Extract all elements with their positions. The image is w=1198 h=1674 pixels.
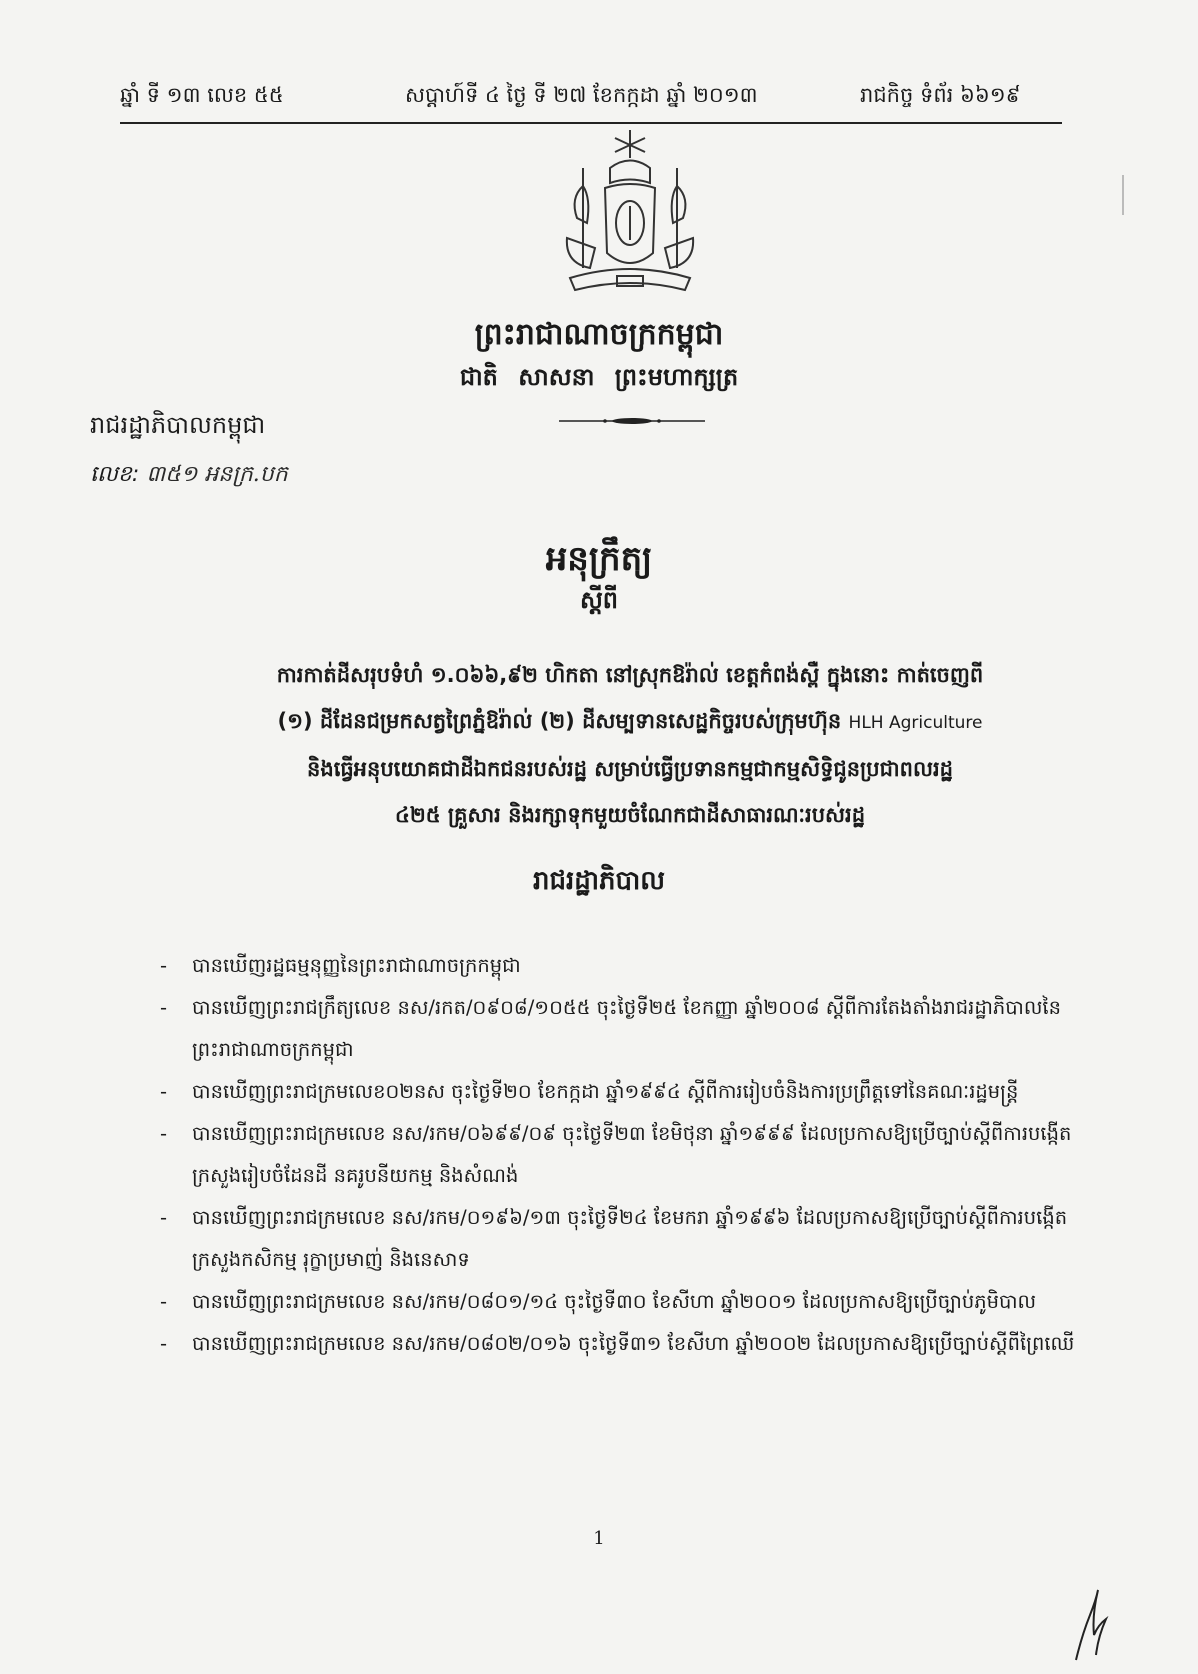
national-motto: ជាតិ សាសនា ព្រះមហាក្សត្រ	[459, 362, 739, 391]
document-about: ស្តីពី	[579, 586, 619, 614]
scan-mark	[1122, 175, 1124, 215]
kingdom-name: ព្រះរាជាណាចក្រកម្ពុជា	[474, 317, 724, 352]
royal-coat-of-arms-icon	[555, 128, 705, 308]
subject-line: (១) ដីដែនជម្រកសត្វព្រៃភ្នំឱរ៉ាល់ (២) ដីសម្បទានសេដ្ឋកិច្ចរបស់ក្រុមហ៊ុន HLH Agriculture	[277, 709, 983, 733]
government-heading: រាជរដ្ឋាភិបាល	[532, 866, 666, 896]
subject-line: ៤២៥ គ្រួសារ និងរក្សាទុកមួយចំណែកជាដីសាធារណៈរបស់រដ្ឋ	[394, 803, 866, 827]
company-name: HLH Agriculture	[848, 713, 983, 733]
list-item: - បានឃើញព្រះរាជក្រមលេខ នស/រកម/០៦៩៩/០៩ ចុះថ្ងៃទី២៣ ខែមិថុនា ឆ្នាំ១៩៩៩ ដែលប្រកាសឱ្យប្រើច្បាប់ស្តីពីការបង្កើតក្រសួងរៀបចំដែនដី នគរូបនីយកម្ម និងសំណង់	[160, 1122, 1072, 1187]
gazette-header	[120, 82, 1070, 118]
list-item: - បានឃើញរដ្ឋធម្មនុញ្ញនៃព្រះរាជាណាចក្រកម្ពុជា	[160, 954, 521, 977]
list-item: - បានឃើញព្រះរាជក្រមលេខ នស/រកម/០៨០១/១៤ ចុះថ្ងៃទី៣០ ខែសីហា ឆ្នាំ២០០១ ដែលប្រកាសឱ្យប្រើច្បាប់ភូមិបាល	[160, 1290, 1037, 1313]
subject-line: ការកាត់ដីសរុបទំហំ ១.០៦៦,៩២ ហិកតា នៅស្រុកឱរ៉ាល់ ខេត្តកំពង់ស្ពឺ ក្នុងនោះ កាត់ចេញពី	[276, 663, 984, 687]
page-number: 1	[593, 1528, 605, 1549]
list-item: - បានឃើញព្រះរាជក្រមលេខ នស/រកម/០៨០២/០១៦ ចុះថ្ងៃទី៣១ ខែសីហា ឆ្នាំ២០០២ ដែលប្រកាសឱ្យប្រើច្បាប់ស្តីពីព្រៃឈើ	[160, 1332, 1075, 1355]
gazette-page: រាជកិច្ច ទំព័រ ៦៦១៩	[860, 83, 1021, 107]
subject-line: និងធ្វើអនុបយោគជាដីឯកជនរបស់រដ្ឋ សម្រាប់ធ្វើប្រទានកម្មជាកម្មសិទ្ធិជូនប្រជាពលរដ្ឋ	[307, 757, 953, 781]
decree-subject	[150, 652, 1110, 838]
issuing-government: រាជរដ្ឋាភិបាលកម្ពុជា	[90, 411, 266, 439]
initials-signature-icon	[1068, 1585, 1118, 1665]
gazette-year-issue: ឆ្នាំ ទី ១៣ លេខ ៥៥	[120, 83, 284, 107]
decree-number-prefix: លេខ:	[90, 462, 140, 487]
header-divider	[120, 122, 1062, 124]
gazette-date: សប្តាហ៍ទី ៤ ថ្ងៃ ទី ២៧ ខែកក្កដា ឆ្នាំ ២០១៣	[405, 83, 758, 107]
preamble-list	[160, 945, 1110, 1365]
list-item: - បានឃើញព្រះរាជក្រមលេខ០២នស ចុះថ្ងៃទី២០ ខែកក្កដា ឆ្នាំ១៩៩៤ ស្តីពីការរៀបចំនិងការប្រព្រឹត្តទៅនៃគណៈរដ្ឋមន្ត្រី	[160, 1080, 1019, 1103]
list-item: - បានឃើញព្រះរាជក្រមលេខ នស/រកម/០១៩៦/១៣ ចុះថ្ងៃទី២៤ ខែមករា ឆ្នាំ១៩៩៦ ដែលប្រកាសឱ្យប្រើច្បាប់ស្តីពីការបង្កើតក្រសួងកសិកម្ម រុក្ខាប្រមាញ់ និងនេសាទ	[160, 1206, 1068, 1271]
list-item: - បានឃើញព្រះរាជក្រឹត្យលេខ នស/រកត/០៩០៨/១០៥៥ ចុះថ្ងៃទី២៥ ខែកញ្ញា ឆ្នាំ២០០៨ ស្តីពីការតែងតាំងរាជរដ្ឋាភិបាលនៃព្រះរាជាណាចក្រកម្ពុជា	[160, 996, 1061, 1061]
ornament-divider-icon	[557, 414, 707, 428]
decree-number	[90, 460, 288, 492]
document-type: អនុក្រឹត្យ	[545, 539, 653, 579]
decree-number-value: ៣៥១ អនក្រ.បក	[146, 462, 288, 487]
